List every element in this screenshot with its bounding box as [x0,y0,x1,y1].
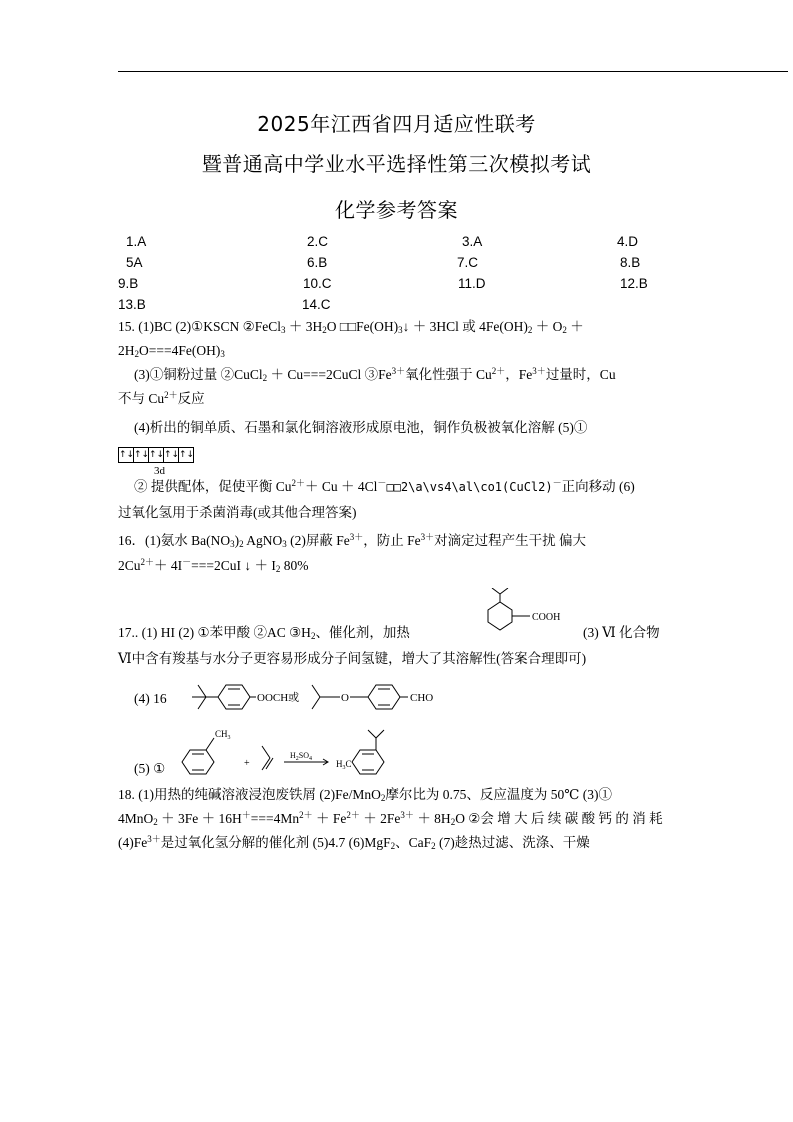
mcq-answer: 6.B [307,255,328,270]
mcq-answer: 5A [126,255,143,270]
q18-line2: $4MnO_2 + 3Fe + 16H^+===4Mn^{2+} + Fe^{2+} + 2Fe^{3+} + 8H_2O$ ②会 增 大 后 续 碳 酸 钙 的 消 耗 [118,810,663,827]
orbital-box: ↑↓ [148,447,164,463]
mcq-answer: 2.C [307,234,329,249]
title-series: 暨普通高中学业水平选择性第三次模拟考试 [201,152,592,176]
orbital-box: ↑↓ [178,447,194,463]
title-exam: 2025年江西省四月适应性联考 [257,112,536,136]
q15-line2: $2H_2O===4Fe(OH)_3$ [118,343,225,359]
q15-line7: ② 提供配体，促使平衡 $Cu^{2+}+ Cu$ ＋ 4Cl－□□2\a\vs4\al\co1(CuCl2)－正向移动 (6) [134,478,635,494]
orbital-box: ↑↓ [133,447,149,463]
q18-line1: 18. (1)用热的纯碱溶液浸泡废铁屑 (2)Fe/MnO$_2$摩尔比为 0.75、反应温度为 50℃ (3)① [118,787,612,803]
h2so4-label: $H_2SO_4$ [290,751,313,762]
mcq-answer: 3.A [462,234,483,249]
mcq-answer: 13.B [118,297,146,312]
ch3-label: $CH_3$ [215,729,231,741]
q16-line1: 16．(1)氨水 $Ba(NO_3)_2$ AgNO$_3$ (2)屏蔽 $Fe^{3+}$，防止 $Fe^{3+}$对滴定过程产生干扰 偏大 [118,532,587,549]
q17-line5-label: (5) ① [134,761,166,776]
mcq-answer: 11.D [458,276,486,291]
orbital-box: ↑↓ [118,447,134,463]
q17-line1: 17.. (1) HI (2) ①苯甲酸 ②AC $③H_2$、催化剂，加热 [118,625,410,641]
orbital-diagram-3d [118,447,193,463]
q17-line2: Ⅵ中含有羧基与水分子更容易形成分子间氢键，增大了其溶解性(答案合理即可) [118,651,587,666]
q18-line3: $(4)Fe^{3+}$是过氧化氢分解的催化剂 (5)4.7 (6)MgF$_2$、CaF$_2$ (7)趁热过滤、洗涤、干燥 [118,834,590,851]
title-answers: 化学参考答案 [335,198,458,222]
isopropylcyclohexane-carboxylic-acid-structure [470,588,585,648]
alkylation-reaction-scheme [180,722,410,780]
plus-sign: + [244,758,250,769]
q15-line4: 不与 $Cu^{2+}$反应 [118,390,205,406]
q15-line8: 过氧化氢用于杀菌消毒(或其他合理答案) [118,505,357,520]
cooh-label: COOH [532,612,561,623]
mcq-answer: 14.C [302,297,331,312]
mcq-answer: 9.B [118,276,139,291]
q17-line4-label: (4) 16 [134,691,167,706]
q17-line1-end: (3) Ⅵ 化合物 [583,625,660,640]
mcq-answer: 10.C [303,276,332,291]
q16-line2: $2Cu^{2+}+ 4I^-===2CuI$ ↓ ＋ $I_2$ 80% [118,557,309,574]
ester-label: OOCH或 [257,692,300,704]
h3c-label: $H_3C$ [336,759,352,771]
q15-line3: (3)①铜粉过量 ②CuCl$_2$ ＋ Cu===2CuCl $③Fe^{3+}$氧化性强于 $Cu^{2+}$，$Fe^{3+}$过量时，Cu [134,366,616,383]
cho-label: CHO [410,692,434,704]
ether-o-label: O [341,692,349,704]
mcq-answer: 1.A [126,234,147,249]
orbital-label: 3d [154,465,165,477]
mcq-answer: 7.C [457,255,479,270]
mcq-answer: 8.B [620,255,641,270]
q15-line5: (4)析出的铜单质、石墨和氯化铜溶液形成原电池，铜作负极被氧化溶解 (5)① [134,420,588,435]
mcq-answer: 4.D [617,234,639,249]
isomer-structures [190,675,450,720]
orbital-box: ↑↓ [163,447,179,463]
q15-line1: 15. (1)BC (2)①KSCN ②FeCl$_3$ ＋ $3H_2O$ $□□Fe(OH)_3↓ + 3HCl$ 或 $4Fe(OH)_2 + O_2$ ＋ [118,319,584,335]
mcq-answer: 12.B [620,276,648,291]
top-rule [118,71,788,72]
